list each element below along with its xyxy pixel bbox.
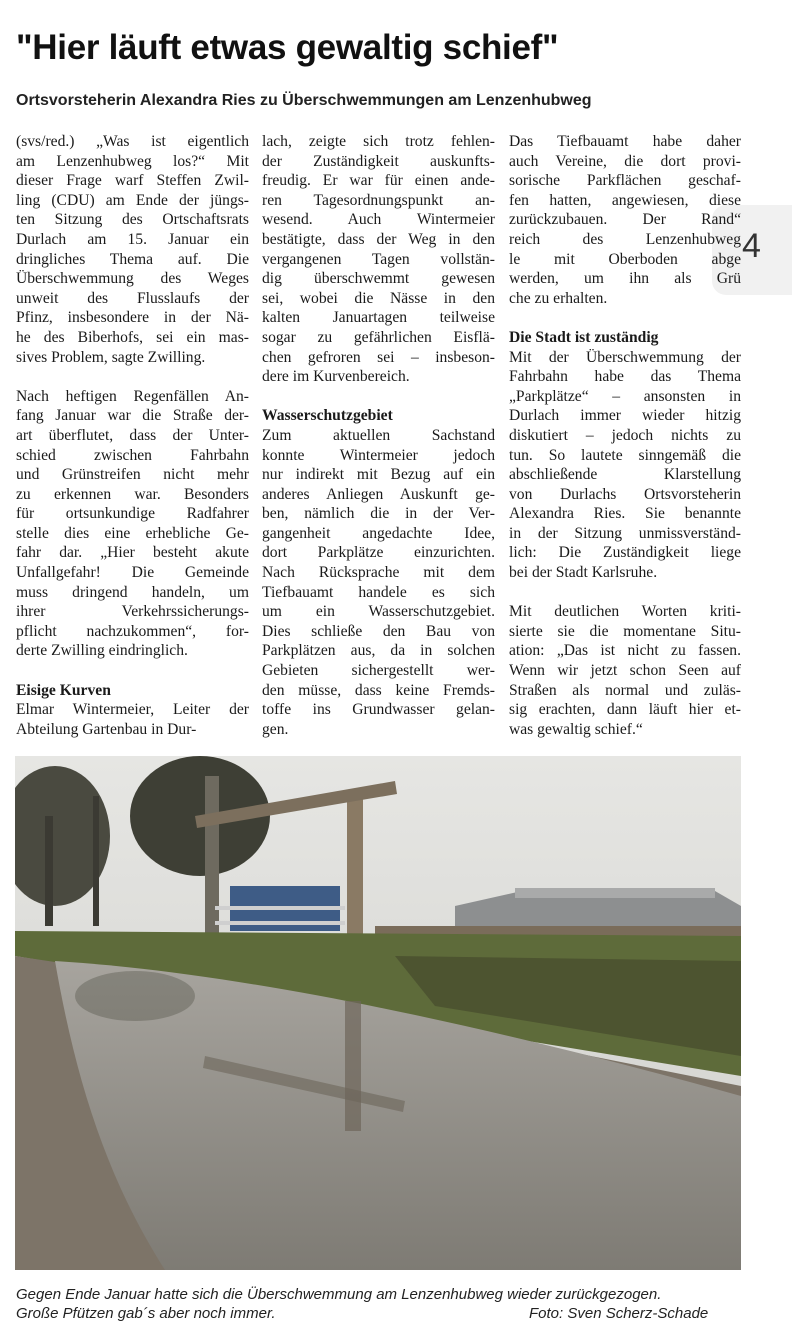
col1-subheading: Eisige Kurven [16, 681, 111, 699]
text-line: schied zwischen Fahrbahn [16, 446, 249, 464]
text-line: wesend. Auch Wintermeier [262, 211, 495, 229]
text-line: anderes Anliegen Auskunft ge- [262, 485, 495, 503]
text-line: sogar zu gefährlichen Eisflä- [262, 328, 495, 346]
flooded-path-illustration [15, 756, 741, 1270]
text-line: und Grünstreifen nicht mehr [16, 466, 249, 484]
text-line: le mit Oberboden abge [509, 250, 741, 268]
text-line: muss dringend handeln, um [16, 583, 249, 601]
text-line: stelle dies eine erhebliche Ge- [16, 524, 249, 542]
text-line: fang Januar war die Straße der- [16, 407, 249, 425]
text-line: ling (CDU) am Ende der jüngs- [16, 191, 249, 209]
text-line: Fahrbahn habe das Thema [509, 368, 741, 386]
col2-subheading: Wasserschutzgebiet [262, 407, 393, 425]
col1-paragraph-2 [16, 387, 249, 661]
text-line: gen. [262, 720, 289, 738]
text-line: art überflutet, dass der Unter- [16, 426, 249, 444]
text-line: ihrer Verkehrssicherungs- [16, 603, 249, 621]
text-line: Dies schließe den Bau von [262, 622, 495, 640]
text-line: zu erkennen war. Besonders [16, 485, 249, 503]
text-line: zurückzubauen. Der Rand“ [509, 211, 741, 229]
text-line: sives Problem, sagte Zwilling. [16, 348, 206, 366]
caption-line-1: Gegen Ende Januar hatte sich die Überschwemmung am Lenzenhubweg wieder zurückgezogen. [16, 1286, 662, 1303]
text-line: um ein Wasserschutzgebiet. [262, 603, 495, 621]
text-line: ren Tagesordnungspunkt an- [262, 191, 495, 209]
text-line: dieser Frage warf Steffen Zwil- [16, 172, 249, 190]
text-line: lich: Die Zuständigkeit liege [509, 544, 741, 562]
text-line: Mit der Überschwemmung der [509, 348, 741, 366]
text-line: dig überschwemmt gewesen [262, 270, 495, 288]
text-line: toffe ins Grundwasser gelan- [262, 701, 495, 719]
article-column-2 [262, 132, 495, 739]
text-line: chen gefroren sei – insbeson- [262, 348, 495, 366]
text-line: dringliches Thema auf. Die [16, 250, 249, 268]
article-headline: "Hier läuft etwas gewaltig schief" [16, 28, 559, 67]
text-line: kalten Januartagen teilweise [262, 309, 495, 327]
text-line: nur indirekt mit Bezug auf ein [262, 466, 495, 484]
text-line: Abteilung Gartenbau in Dur- [16, 720, 197, 738]
text-line: ten Sitzung des Ortschaftsrats [16, 211, 249, 229]
col3-paragraph-3 [509, 602, 741, 739]
col3-paragraph-2 [509, 348, 741, 583]
text-line: fen hatten, angewiesen, diese [509, 191, 741, 209]
text-line: für ortsunkundige Radfahrer [16, 505, 249, 523]
text-line: reich des Lenzenhubweg [509, 230, 741, 248]
text-line: tun. So lautete sinngemäß die [509, 446, 741, 464]
col3-paragraph-1 [509, 132, 741, 308]
text-line: werden, um ihn als Grü [509, 270, 741, 288]
text-line: Gebieten sichergestellt wer- [262, 662, 495, 680]
article-subheadline: Ortsvorsteherin Alexandra Ries zu Überschwemmungen am Lenzenhubweg [16, 92, 592, 109]
text-line: unweit des Flusslaufs der [16, 289, 249, 307]
text-line: sei, wobei die Nässe in den [262, 289, 495, 307]
text-line: Nach Rücksprache mit dem [262, 564, 495, 582]
text-line: Tiefbauamt handele es sich [262, 583, 495, 601]
text-line: Überschwemmung des Weges [16, 270, 249, 288]
text-line: derte Zwilling eindringlich. [16, 642, 188, 660]
text-line: dere im Kurvenbereich. [262, 368, 410, 386]
text-line: Das Tiefbauamt habe daher [509, 133, 741, 150]
text-line: bei der Stadt Karlsruhe. [509, 564, 658, 582]
text-line: diskutiert – jedoch nichts zu [509, 426, 741, 444]
article-column-1 [16, 132, 249, 739]
text-line: „Parkplätze“ – ansonsten in [509, 387, 741, 405]
text-line: Durlach am 15. Januar ein [16, 230, 249, 248]
text-line: konnte Wintermeier jedoch [262, 446, 495, 464]
text-line: fahr dar. „Hier besteht akute [16, 544, 249, 562]
text-line: von Durlachs Ortsvorsteherin [509, 485, 741, 503]
text-line: ation: „Das ist nicht zu fassen. [509, 642, 741, 660]
text-line: am Lenzenhubweg los?“ Mit [16, 152, 249, 170]
text-line: che zu erhalten. [509, 289, 608, 307]
article-column-3 [509, 132, 741, 739]
caption-line-2: Große Pfützen gab´s aber noch immer. [16, 1305, 276, 1322]
text-line: bestätigte, dass der Weg in den [262, 230, 495, 248]
col1-paragraph-1 [16, 132, 249, 367]
text-line: vergangenen Tagen vollstän- [262, 250, 495, 268]
text-line: Alexandra Ries. Sie benannte [509, 505, 741, 523]
text-line: lach, zeigte sich trotz fehlen- [262, 133, 495, 150]
text-line: ben, nämlich die in der Ver- [262, 505, 495, 523]
text-line: sorische Parkflächen geschaf- [509, 172, 741, 190]
article-photo [15, 756, 741, 1270]
col2-paragraph-1 [262, 132, 495, 387]
text-line: der Zuständigkeit auskunfts- [262, 152, 495, 170]
col2-paragraph-2 [262, 426, 495, 740]
text-line: sig erachten, dann läuft hier et- [509, 701, 741, 719]
text-line: Straßen als normal und zuläs- [509, 681, 741, 699]
text-line: Nach heftigen Regenfällen An- [16, 387, 249, 405]
col1-paragraph-3 [16, 700, 249, 739]
text-line: abschließende Klarstellung [509, 466, 741, 484]
text-line: Durlach immer wieder hitzig [509, 407, 741, 425]
text-line: in der Sitzung unmissverständ- [509, 524, 741, 542]
text-line: freudig. Er war für einen ande- [262, 172, 495, 190]
text-line: dort Parkplätze einzurichten. [262, 544, 495, 562]
text-line: pflicht nachzukommen“, for- [16, 622, 249, 640]
text-line: den müsse, dass keine Fremds- [262, 681, 495, 699]
text-line: auch Vereine, die dort provi- [509, 152, 741, 170]
text-line: (svs/red.) „Was ist eigentlich [16, 133, 249, 150]
photo-caption [16, 1285, 756, 1323]
col3-subheading: Die Stadt ist zuständig [509, 328, 659, 346]
text-line: Parkplätzen aus, da in solchen [262, 642, 495, 660]
text-line: was gewaltig schief.“ [509, 720, 643, 738]
text-line: sierte sie die momentane Situ- [509, 622, 741, 640]
text-line: Unfallgefahr! Die Gemeinde [16, 564, 249, 582]
text-line: gangenheit angedachte Idee, [262, 524, 495, 542]
page-number: 4 [742, 227, 761, 265]
text-line: he des Biberhofs, sei ein mas- [16, 328, 249, 346]
photo-credit: Foto: Sven Scherz-Schade [529, 1305, 709, 1322]
text-line: Zum aktuellen Sachstand [262, 426, 495, 444]
text-line: Wenn wir jetzt schon Seen auf [509, 662, 741, 680]
text-line: Pfinz, insbesondere in der Nä- [16, 309, 249, 327]
text-line: Mit deutlichen Worten kriti- [509, 603, 741, 621]
text-line: Elmar Wintermeier, Leiter der [16, 701, 249, 719]
